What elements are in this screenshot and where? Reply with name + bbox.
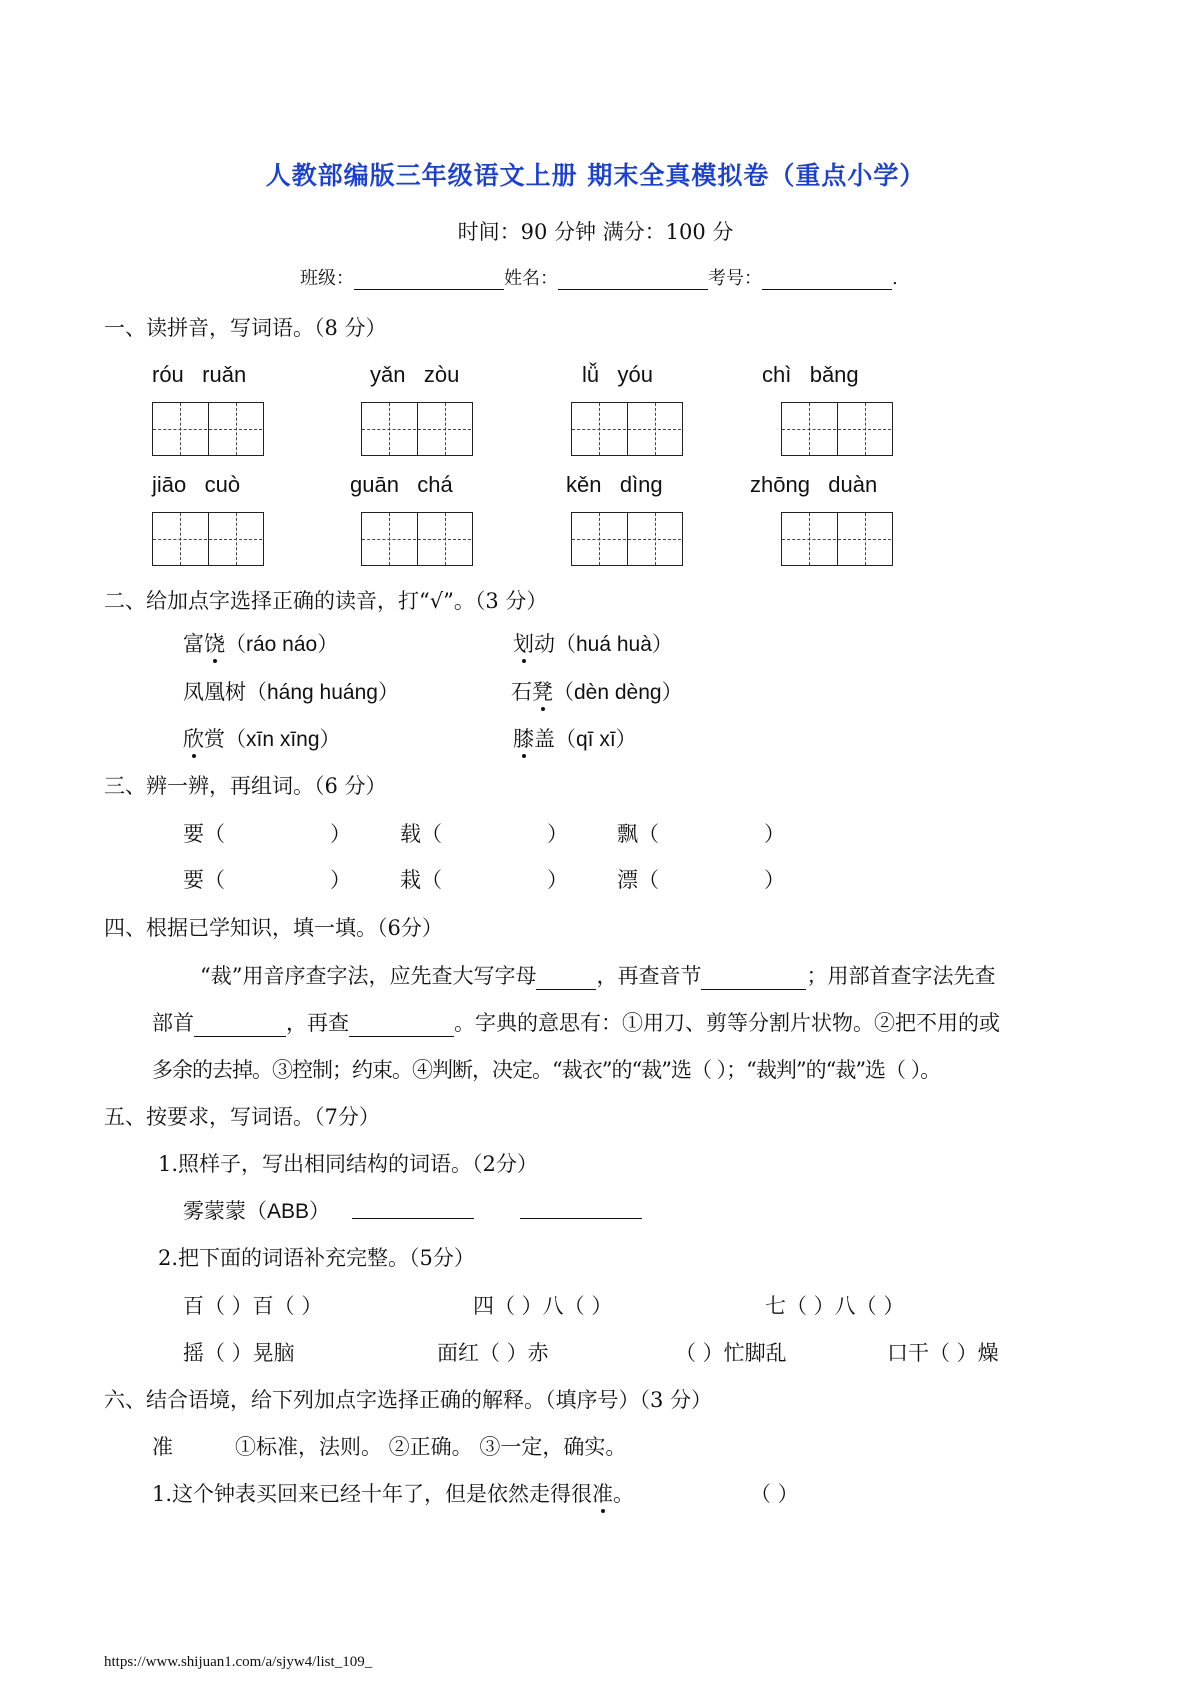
- fill-blank[interactable]: [536, 969, 596, 990]
- footer-url[interactable]: https://www.shijuan1.com/a/sjyw4/list_109_: [104, 1654, 373, 1670]
- idiom-4: 摇（ ）晃脑: [183, 1341, 295, 1365]
- reading-choice-3: 凤凰树（háng huáng）: [183, 681, 399, 704]
- writing-box[interactable]: [152, 402, 264, 456]
- pinyin-1-2: yǎn zòu: [370, 362, 460, 387]
- section-6-heading: 六、结合语境，给下列加点字选择正确的解释。（填序号）（3 分）: [104, 1388, 713, 1412]
- word-group-4-open: 要（: [183, 868, 225, 892]
- writing-box[interactable]: [361, 512, 473, 566]
- word-group-1-close: ）: [330, 822, 351, 846]
- page-title: 人教部编版三年级语文上册 期末全真模拟卷（重点小学）: [265, 161, 926, 190]
- word-group-6-close: ）: [764, 868, 785, 892]
- idiom-2: 四（ ）八（ ）: [473, 1294, 613, 1318]
- answer-blank[interactable]: [520, 1198, 642, 1219]
- section-4-heading: 四、根据已学知识，填一填。（6分）: [104, 916, 443, 940]
- s5-q1: 1.照样子，写出相同结构的词语。（2分）: [158, 1152, 538, 1176]
- exam-no-field[interactable]: [762, 271, 892, 290]
- student-info-fields: [300, 264, 898, 290]
- reading-choice-4: 石凳（dèn dèng）: [511, 680, 683, 704]
- zhun-definitions: ①标准，法则。 ②正确。 ③一定，确实。: [235, 1435, 627, 1459]
- section-1-heading: 一、读拼音，写词语。（8 分）: [104, 316, 387, 340]
- pinyin-1-3: lǚ yóu: [582, 362, 653, 387]
- reading-choice-2: 划动（huá huà）: [513, 632, 673, 656]
- word-group-2-close: ）: [547, 822, 568, 846]
- word-group-2-open: 载（: [400, 822, 442, 846]
- word-group-1-open: 要（: [183, 822, 225, 846]
- exam-time-score: 时间：90 分钟 满分：100 分: [457, 220, 734, 244]
- word-group-5-open: 栽（: [400, 868, 442, 892]
- writing-box[interactable]: [571, 402, 683, 456]
- word-group-3-open: 飘（: [617, 822, 659, 846]
- reading-choice-1: 富饶（ráo náo）: [183, 632, 339, 656]
- fill-blank[interactable]: [349, 1016, 454, 1037]
- pinyin-1-4: chì bǎng: [762, 362, 859, 387]
- pinyin-2-1: jiāo cuò: [152, 472, 241, 497]
- idiom-6: （ ）忙脚乱: [675, 1341, 787, 1365]
- writing-box[interactable]: [361, 402, 473, 456]
- pinyin-2-4: zhōng duàn: [750, 472, 878, 497]
- zhun-label: 准: [152, 1435, 173, 1459]
- exam-no-label: 考号：: [708, 268, 762, 289]
- idiom-7: 口干（ ）燥: [887, 1341, 999, 1365]
- fill-line-2: 部首 ，再查 。字典的意思有：①用刀、剪等分割片状物。②把不用的或: [152, 1011, 1000, 1035]
- writing-box[interactable]: [571, 512, 683, 566]
- section-2-heading: 二、给加点字选择正确的读音，打“√”。（3 分）: [104, 589, 548, 613]
- s6-q1-answer[interactable]: （ ）: [750, 1482, 799, 1506]
- fill-blank[interactable]: [194, 1016, 286, 1037]
- pinyin-2-2: guān chá: [350, 472, 453, 497]
- section-5-heading: 五、按要求，写词语。（7分）: [104, 1105, 380, 1129]
- word-group-5-close: ）: [547, 868, 568, 892]
- idiom-3: 七（ ）八（ ）: [765, 1294, 905, 1318]
- answer-blank[interactable]: [352, 1198, 474, 1219]
- s5-q1-example: 雾蒙蒙（ABB）: [183, 1200, 331, 1223]
- pinyin-2-3: kěn dìng: [566, 472, 663, 497]
- s6-q1: 1.这个钟表买回来已经十年了，但是依然走得很准。: [152, 1482, 635, 1506]
- word-group-4-close: ）: [330, 868, 351, 892]
- word-group-6-open: 漂（: [617, 868, 659, 892]
- fill-blank[interactable]: [701, 969, 806, 990]
- name-field[interactable]: [558, 271, 708, 290]
- word-group-3-close: ）: [764, 822, 785, 846]
- writing-box[interactable]: [152, 512, 264, 566]
- pinyin-1-1: róu ruǎn: [152, 362, 247, 387]
- reading-choice-5: 欣赏（xīn xīng）: [183, 727, 341, 751]
- idiom-1: 百（ ）百（ ）: [183, 1294, 323, 1318]
- writing-box[interactable]: [781, 512, 893, 566]
- section-3-heading: 三、辨一辨，再组词。（6 分）: [104, 774, 387, 798]
- fill-line-3: 多余的去掉。③控制；约束。④判断，决定。“裁衣”的“裁”选（ ）；“裁判”的“裁”选（ ）。: [152, 1058, 941, 1082]
- writing-box[interactable]: [781, 402, 893, 456]
- class-field[interactable]: [354, 271, 504, 290]
- name-label: 姓名：: [504, 268, 558, 289]
- class-label: 班级：: [300, 268, 354, 289]
- reading-choice-6: 膝盖（qī xī）: [513, 727, 637, 751]
- s5-q2: 2.把下面的词语补充完整。（5分）: [158, 1246, 475, 1270]
- fill-line-1: “裁”用音序查字法，应先查大写字母 ，再查音节 ；用部首查字法先查: [200, 964, 996, 988]
- fields-end: .: [892, 268, 898, 289]
- idiom-5: 面红（ ）赤: [437, 1341, 549, 1365]
